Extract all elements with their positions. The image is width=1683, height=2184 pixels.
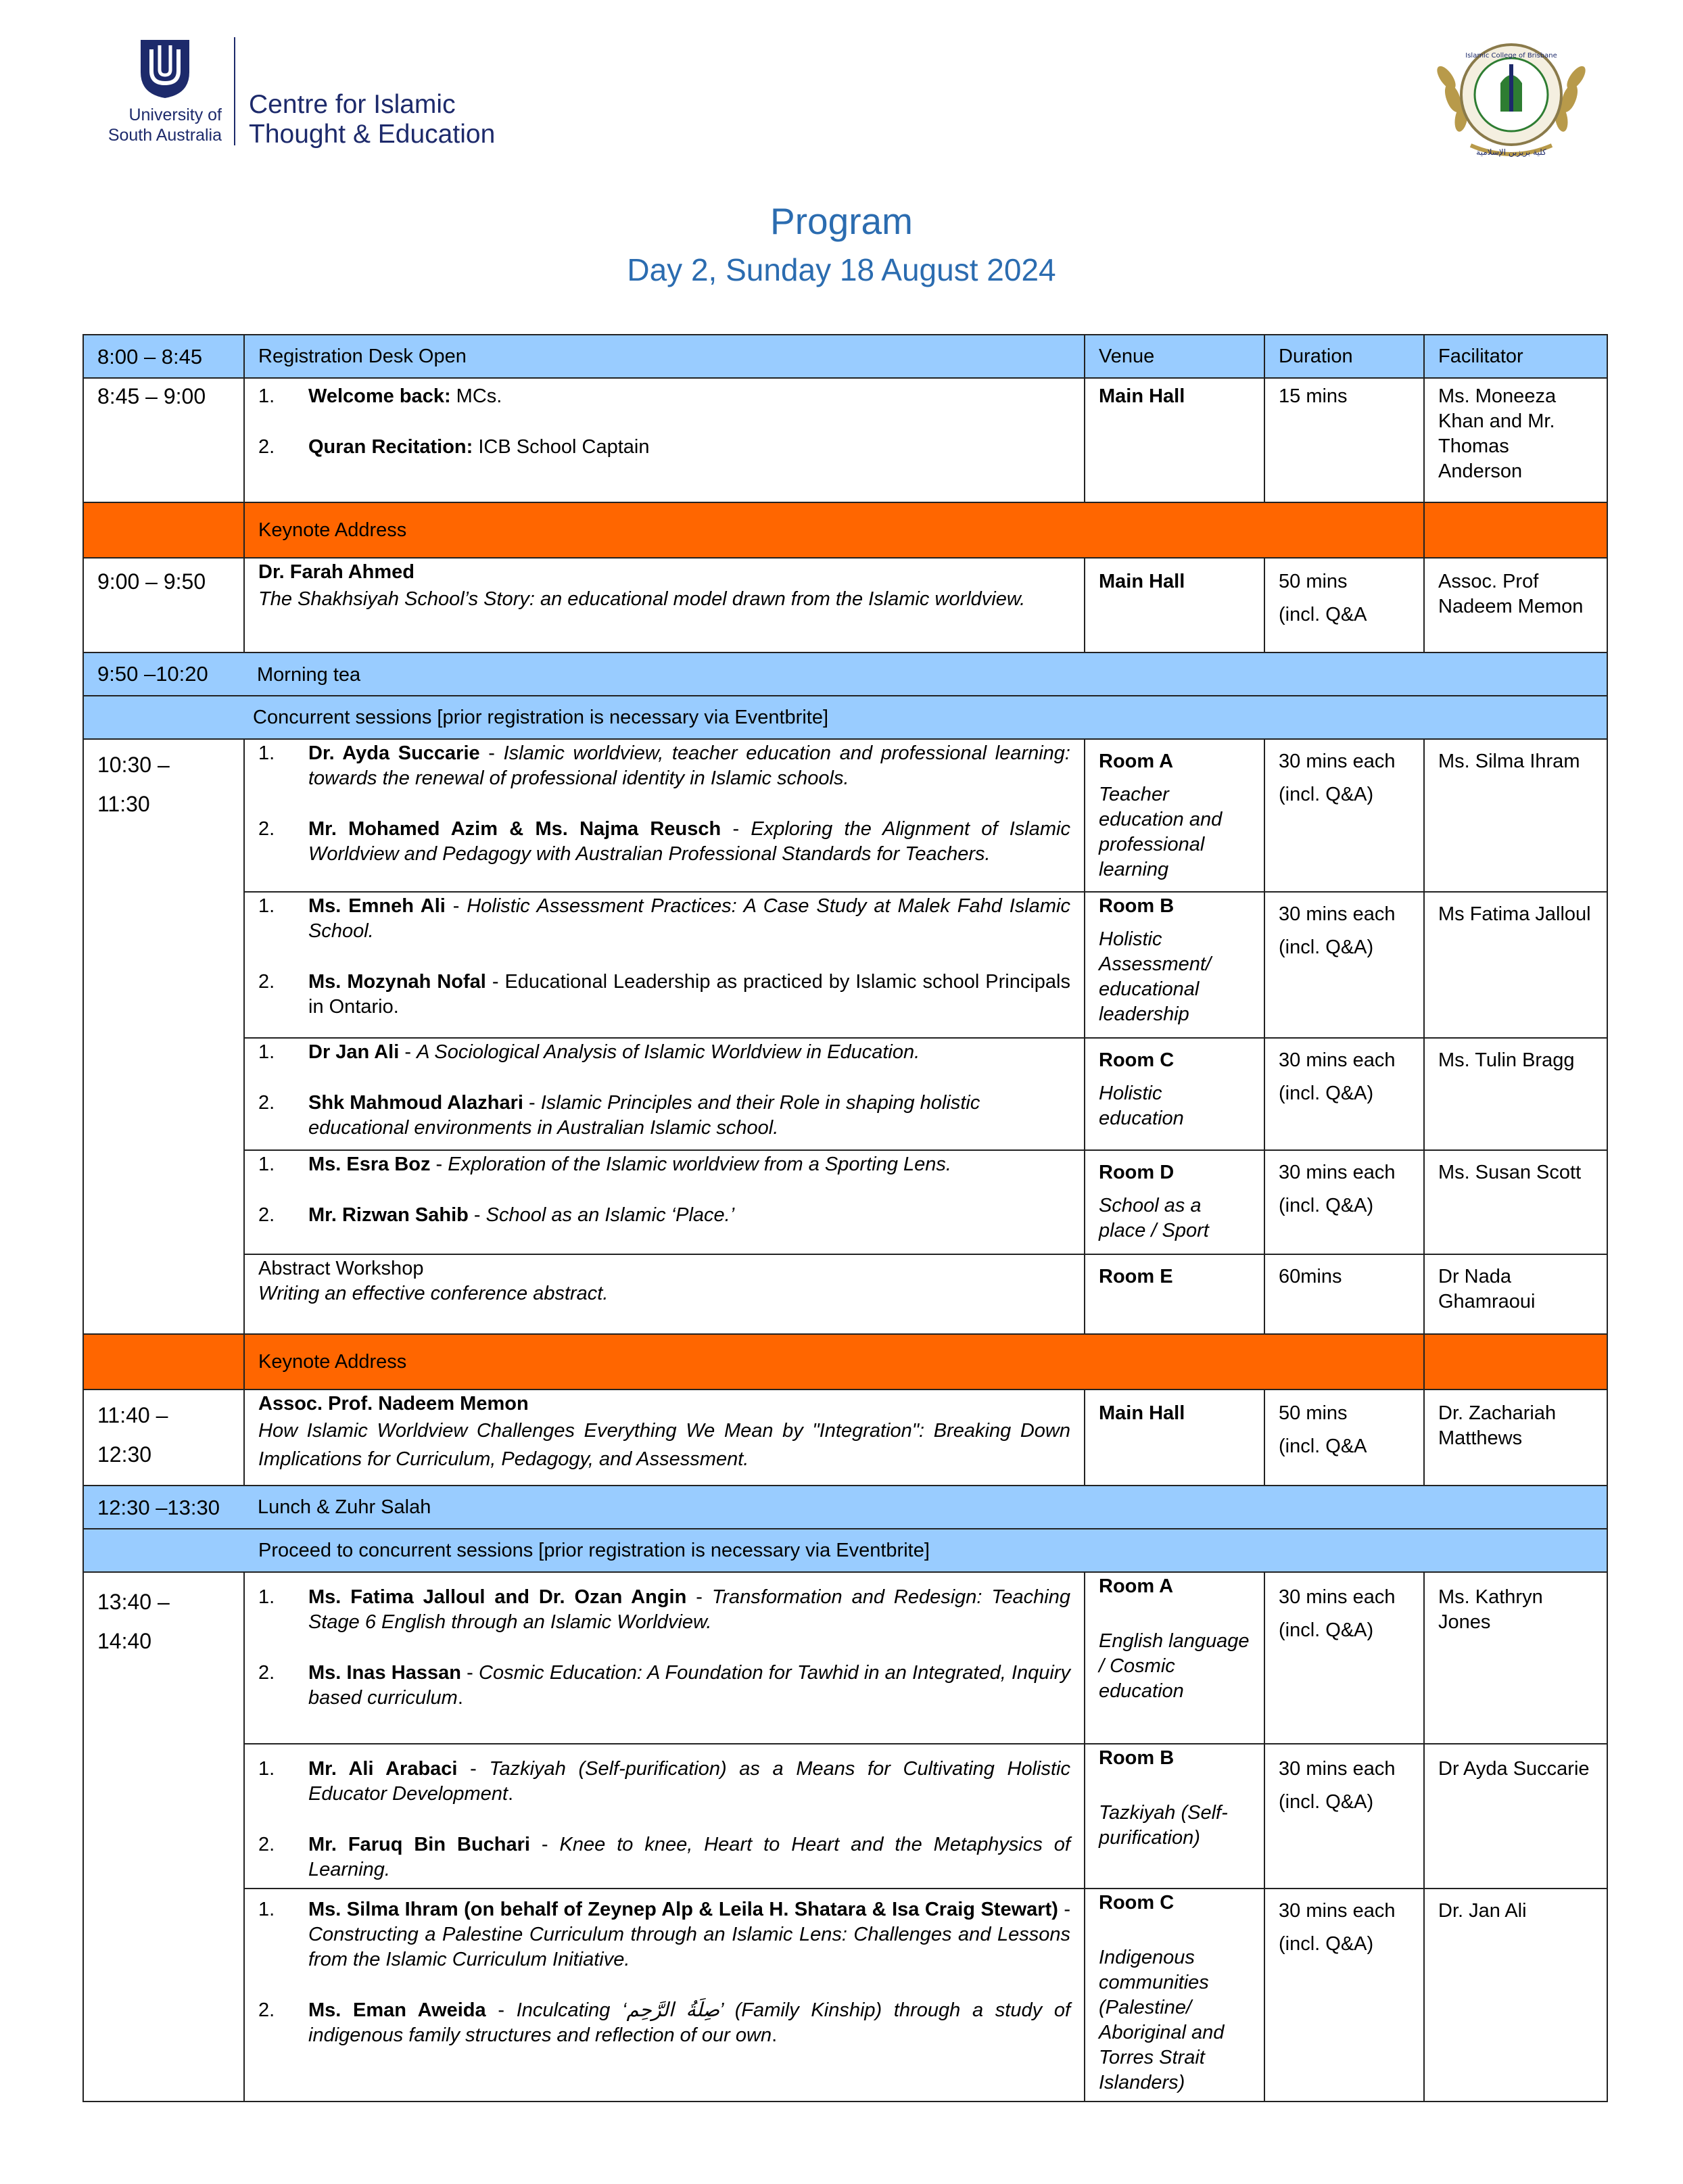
morning-tea-time: 9:50 –10:20 xyxy=(97,661,208,686)
room-label: Room C xyxy=(1099,1892,1175,1914)
room-topic: Teacher education and professional learning xyxy=(1099,784,1223,880)
list-item: 1. Dr Jan Ali - A Sociological Analysis of Islamic Worldview in Education. xyxy=(258,1041,920,1063)
session-room-b-row xyxy=(83,892,1607,1038)
duration-cell: 30 mins each (incl. Q&A) xyxy=(1264,739,1424,892)
registration-note: [prior registration is necessary via Eventbrite] xyxy=(431,706,829,728)
venue-cell: Room E xyxy=(1085,1254,1264,1334)
registration-label: Registration Desk Open xyxy=(244,335,1085,378)
duration-header: Duration xyxy=(1264,335,1424,378)
concurrent-sessions-cell xyxy=(83,1529,1607,1572)
duration-cell: 30 mins each (incl. Q&A) xyxy=(1264,1889,1424,2102)
venue-cell xyxy=(1085,1744,1264,1889)
session-room-c-row xyxy=(83,1889,1607,2102)
concurrent-sessions-label: Concurrent sessions xyxy=(253,706,432,728)
seal-arabic-text: كلية بريزبن الإسلامية xyxy=(1476,147,1546,157)
duration-cell: 30 mins each (incl. Q&A) xyxy=(1264,1038,1424,1150)
facilitator-cell: Dr Ayda Succarie xyxy=(1424,1744,1607,1889)
room-label: Room A xyxy=(1099,1575,1174,1597)
keynote-speaker: Dr. Farah Ahmed xyxy=(258,561,414,583)
facilitator-cell: Dr Nada Ghamraoui xyxy=(1424,1254,1607,1334)
logo-divider xyxy=(234,37,235,145)
keynote-label: Keynote Address xyxy=(244,1334,1424,1390)
time-cell: 8:45 – 9:00 xyxy=(83,378,244,502)
keynote-label: Keynote Address xyxy=(244,502,1424,558)
islamic-college-seal-logo xyxy=(1430,30,1592,166)
venue-cell xyxy=(1085,892,1264,1038)
facilitator-cell: Ms. Susan Scott xyxy=(1424,1150,1607,1254)
room-label: Room B xyxy=(1099,895,1175,917)
registration-row xyxy=(83,335,1607,378)
list-item: 2. Mr. Rizwan Sahib - School as an Islamic ‘Place.’ xyxy=(258,1204,735,1226)
morning-tea-cell xyxy=(83,652,1607,696)
unisa-emblem-icon xyxy=(138,37,192,99)
unisa-cite-logo xyxy=(100,37,499,152)
program-table xyxy=(82,334,1608,2102)
session-cell xyxy=(244,1254,1085,1334)
university-name-line1: University of xyxy=(128,105,222,124)
session-cell xyxy=(244,892,1085,1038)
room-topic: Holistic education xyxy=(1099,1083,1184,1129)
list-item: 1. Dr. Ayda Succarie - Islamic worldview, teacher education and professional learning: towards the renewal of professional identity in Islamic schools. xyxy=(258,742,1070,789)
room-topic: Holistic Assessment/ educational leadership xyxy=(1099,928,1211,1025)
session-room-c-row xyxy=(83,1038,1607,1150)
room-topic: Tazkiyah (Self-purification) xyxy=(1099,1802,1228,1849)
session-room-a-row xyxy=(83,739,1607,892)
session-cell xyxy=(244,739,1085,892)
session-cell xyxy=(244,558,1085,652)
registration-note: [prior registration is necessary via Eventbrite] xyxy=(533,1539,930,1561)
venue-header: Venue xyxy=(1085,335,1264,378)
venue-cell xyxy=(1085,1038,1264,1150)
room-label: Room B xyxy=(1099,1747,1175,1769)
list-item: 1. Ms. Fatima Jalloul and Dr. Ozan Angin - Transformation and Redesign: Teaching Stage 6 English through an Islamic Worldview. xyxy=(258,1586,1071,1633)
venue-cell: Main Hall xyxy=(1085,378,1264,502)
facilitator-cell: Dr. Jan Ali xyxy=(1424,1889,1607,2102)
duration-cell: 15 mins xyxy=(1264,378,1424,502)
time-cell: 9:00 – 9:50 xyxy=(83,558,244,652)
list-item: 2. Quran Recitation: ICB School Captain xyxy=(258,436,650,458)
page-title: Program xyxy=(770,200,913,242)
session-cell xyxy=(244,1744,1085,1889)
facilitator-cell: Ms. Tulin Bragg xyxy=(1424,1038,1607,1150)
facilitator-cell xyxy=(1424,502,1607,558)
facilitator-cell: Ms Fatima Jalloul xyxy=(1424,892,1607,1038)
workshop-row xyxy=(83,1254,1607,1334)
list-item: 1. Ms. Esra Boz - Exploration of the Islamic worldview from a Sporting Lens. xyxy=(258,1154,951,1175)
concurrent-sessions-row xyxy=(83,1529,1607,1572)
facilitator-header: Facilitator xyxy=(1424,335,1607,378)
time-cell: 11:40 – 12:30 xyxy=(83,1390,244,1486)
room-topic: School as a place / Sport xyxy=(1099,1195,1209,1241)
concurrent-sessions-row xyxy=(83,696,1607,739)
venue-cell xyxy=(1085,739,1264,892)
workshop-subtitle: Writing an effective conference abstract. xyxy=(258,1283,609,1304)
venue-cell xyxy=(1085,1150,1264,1254)
list-item: 1. Ms. Silma Ihram (on behalf of Zeynep Alp & Leila H. Shatara & Isa Craig Stewart) - Constructing a Palestine Curriculum through an Islamic Lens: Challenges and Lessons from the Islamic Curriculum Initiative. xyxy=(258,1899,1070,1970)
facilitator-cell: Ms. Moneeza Khan and Mr. Thomas Anderson xyxy=(1424,378,1607,502)
room-topic: English language / Cosmic education xyxy=(1099,1630,1250,1702)
session-room-b-row xyxy=(83,1744,1607,1889)
university-name xyxy=(100,105,222,145)
facilitator-cell: Assoc. Prof Nadeem Memon xyxy=(1424,558,1607,652)
welcome-row xyxy=(83,378,1607,502)
duration-cell: 50 mins (incl. Q&A xyxy=(1264,1390,1424,1486)
list-item: 2. Mr. Faruq Bin Buchari - Knee to knee, Heart to Heart and the Metaphysics of Learning. xyxy=(258,1834,1070,1880)
facilitator-cell: Ms. Kathryn Jones xyxy=(1424,1572,1607,1744)
keynote-label-row xyxy=(83,1334,1607,1390)
centre-name-line1: Centre for Islamic xyxy=(249,90,456,119)
duration-cell: 50 mins (incl. Q&A xyxy=(1264,558,1424,652)
room-label: Room D xyxy=(1099,1162,1175,1183)
lunch-row xyxy=(83,1486,1607,1529)
morning-tea-label: Morning tea xyxy=(257,663,361,686)
lunch-label: Lunch & Zuhr Salah xyxy=(244,1486,1607,1529)
venue-cell xyxy=(1085,1889,1264,2102)
centre-name-line2: Thought & Education xyxy=(249,120,496,149)
session-room-d-row xyxy=(83,1150,1607,1254)
time-cell: 10:30 – 11:30 xyxy=(83,739,244,1334)
session-cell xyxy=(244,1572,1085,1744)
facilitator-cell xyxy=(1424,1334,1607,1390)
time-cell: 13:40 – 14:40 xyxy=(83,1572,244,2102)
seal-caption: Islamic College of Brisbane xyxy=(1465,52,1557,60)
concurrent-sessions-cell xyxy=(83,696,1607,739)
list-item: 2. Ms. Eman Aweida - Inculcating ‘صِلَةُ الرَّحِم’ (Family Kinship) through a study of indigenous family structures and reflection of our own. xyxy=(258,1999,1071,2046)
concurrent-sessions-label: Proceed to concurrent sessions xyxy=(258,1539,534,1561)
list-item: 2. Mr. Mohamed Azim & Ms. Najma Reusch - Exploring the Alignment of Islamic Worldview and Pedagogy with Australian Professional Standards for Teachers. xyxy=(258,818,1070,865)
time-cell xyxy=(83,1334,244,1390)
list-item: 2. Ms. Inas Hassan - Cosmic Education: A Foundation for Tawhid in an Integrated, Inquiry based curriculum. xyxy=(258,1662,1070,1709)
list-item: 2. Shk Mahmoud Alazhari - Islamic Principles and their Role in shaping holistic educational environments in Australian Islamic school. xyxy=(258,1092,980,1139)
venue-cell: Main Hall xyxy=(1085,558,1264,652)
session-cell xyxy=(244,378,1085,502)
keynote-talk: How Islamic Worldview Challenges Everything We Mean by "Integration": Breaking Down Implications for Curriculum, Pedagogy, and Assessment. xyxy=(258,1420,1070,1470)
keynote-label-row xyxy=(83,502,1607,558)
session-cell xyxy=(244,1390,1085,1486)
venue-cell xyxy=(1085,1572,1264,1744)
keynote1-row xyxy=(83,558,1607,652)
keynote2-row xyxy=(83,1390,1607,1486)
room-label: Room C xyxy=(1099,1049,1175,1071)
list-item: 1. Ms. Emneh Ali - Holistic Assessment Practices: A Case Study at Malek Fahd Islamic School. xyxy=(258,895,1070,942)
list-item: 1. Mr. Ali Arabaci - Tazkiyah (Self-purification) as a Means for Cultivating Holistic Educator Development. xyxy=(258,1758,1070,1805)
morning-tea-row xyxy=(83,652,1607,696)
facilitator-cell: Dr. Zachariah Matthews xyxy=(1424,1390,1607,1486)
keynote-speaker: Assoc. Prof. Nadeem Memon xyxy=(258,1393,529,1415)
workshop-title: Abstract Workshop xyxy=(258,1258,424,1279)
list-item: 1. Welcome back: MCs. xyxy=(258,385,502,407)
time-cell xyxy=(83,502,244,558)
list-item: 2. Ms. Mozynah Nofal - Educational Leadership as practiced by Islamic school Principals in Ontario. xyxy=(258,971,1070,1018)
lunch-time: 12:30 –13:30 xyxy=(83,1486,244,1529)
venue-cell: Main Hall xyxy=(1085,1390,1264,1486)
duration-cell: 30 mins each (incl. Q&A) xyxy=(1264,1744,1424,1889)
session-cell xyxy=(244,1150,1085,1254)
session-cell xyxy=(244,1038,1085,1150)
facilitator-cell: Ms. Silma Ihram xyxy=(1424,739,1607,892)
keynote-talk: The Shakhsiyah School’s Story: an educational model drawn from the Islamic worldview. xyxy=(258,588,1026,610)
room-label: Room A xyxy=(1099,751,1174,772)
duration-cell: 60mins xyxy=(1264,1254,1424,1334)
university-name-line2: South Australia xyxy=(108,126,222,145)
duration-cell: 30 mins each (incl. Q&A) xyxy=(1264,892,1424,1038)
room-topic: Indigenous communities (Palestine/ Aboriginal and Torres Strait Islanders) xyxy=(1099,1947,1225,2093)
time-cell: 8:00 – 8:45 xyxy=(83,335,244,378)
session-cell xyxy=(244,1889,1085,2102)
duration-cell: 30 mins each (incl. Q&A) xyxy=(1264,1150,1424,1254)
page-subtitle: Day 2, Sunday 18 August 2024 xyxy=(627,252,1056,287)
session-room-a-row xyxy=(83,1572,1607,1744)
duration-cell: 30 mins each (incl. Q&A) xyxy=(1264,1572,1424,1744)
centre-name xyxy=(249,90,495,149)
